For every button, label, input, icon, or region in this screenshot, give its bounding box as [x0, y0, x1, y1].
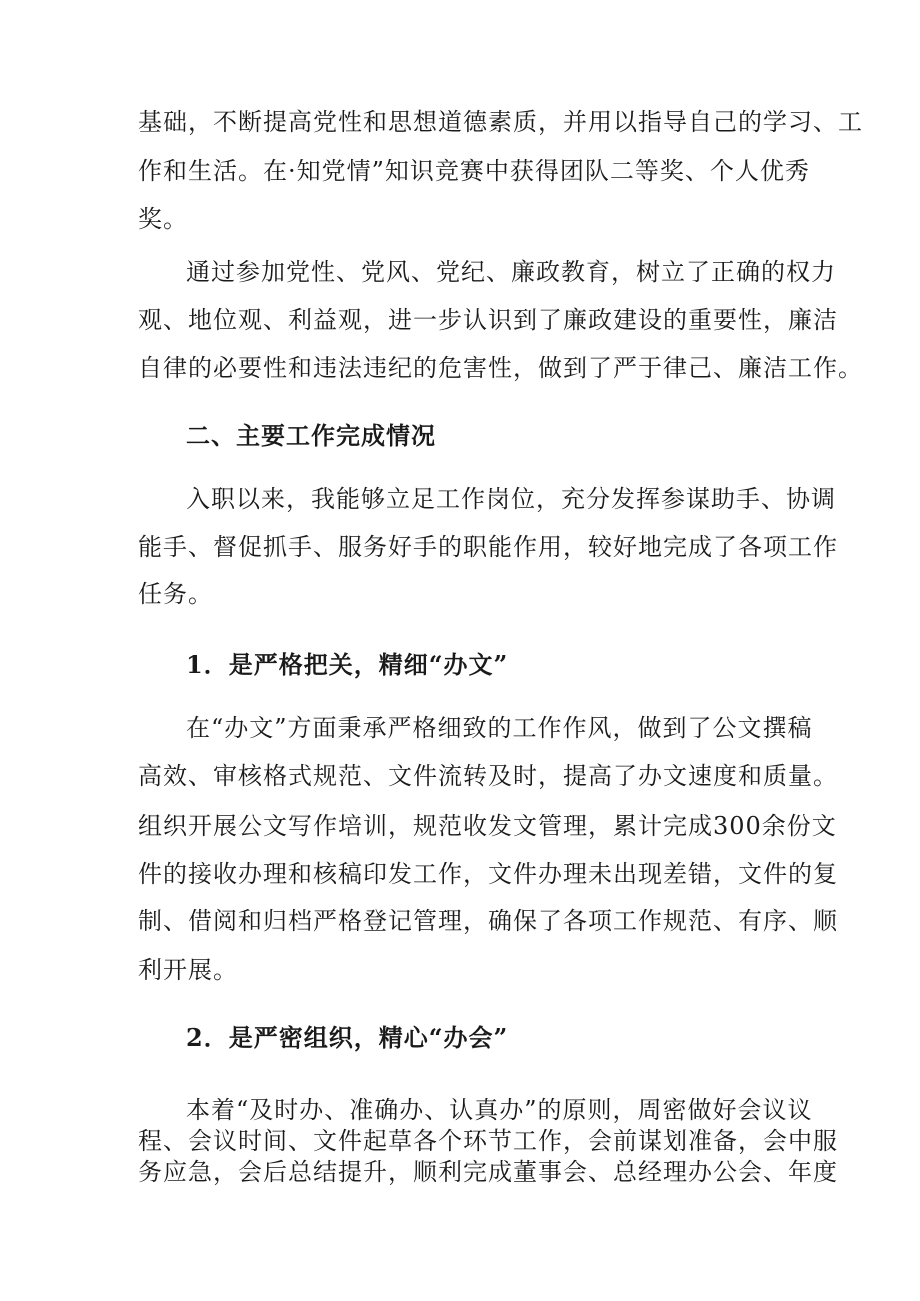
- paragraph-line: 件的接收办理和核稿印发工作，文件办理未出现差错，文件的复: [138, 860, 838, 888]
- paragraph-line: 高效、审核格式规范、文件流转及时，提高了办文速度和质量。: [138, 762, 838, 790]
- paragraph-line: 在“办文”方面秉承严格细致的工作作风，做到了公文撰稿: [186, 714, 813, 742]
- paragraph-line: 本着“及时办、准确办、认真办”的原则，周密做好会议议: [186, 1096, 813, 1124]
- paragraph-line: 自律的必要性和违法违纪的危害性，做到了严于律己、廉洁工作。: [138, 354, 863, 382]
- paragraph-line: 观、地位观、利益观，进一步认识到了廉政建设的重要性，廉洁: [138, 306, 838, 334]
- paragraph-line: 入职以来，我能够立足工作岗位，充分发挥参谋助手、协调: [186, 485, 836, 513]
- paragraph-line: 通过参加党性、党风、党纪、廉政教育，树立了正确的权力: [186, 258, 836, 286]
- paragraph-line: 作和生活。在·知党情”知识竞赛中获得团队二等奖、个人优秀: [138, 157, 810, 185]
- subsection-heading: 2．是严密组织，精心“办会”: [186, 1023, 509, 1052]
- paragraph-line: 程、会议时间、文件起草各个环节工作，会前谋划准备，会中服: [138, 1127, 838, 1155]
- paragraph-line: 奖。: [138, 205, 188, 233]
- subsection-heading: 1．是严格把关，精细“办文”: [186, 650, 509, 679]
- paragraph-line: 利开展。: [138, 956, 238, 984]
- paragraph-line: 能手、督促抓手、服务好手的职能作用，较好地完成了各项工作: [138, 533, 838, 561]
- paragraph-line: 基础，不断提高党性和思想道德素质，并用以指导自己的学习、工: [138, 108, 863, 136]
- paragraph-line: 务应急，会后总结提升，顺利完成董事会、总经理办公会、年度: [138, 1158, 838, 1186]
- paragraph-line: 任务。: [138, 580, 213, 608]
- section-heading: 二、主要工作完成情况: [186, 422, 436, 450]
- paragraph-line: 制、借阅和归档严格登记管理，确保了各项工作规范、有序、顺: [138, 907, 838, 935]
- paragraph-line: 组织开展公文写作培训，规范收发文管理，累计完成300余份文: [138, 812, 837, 840]
